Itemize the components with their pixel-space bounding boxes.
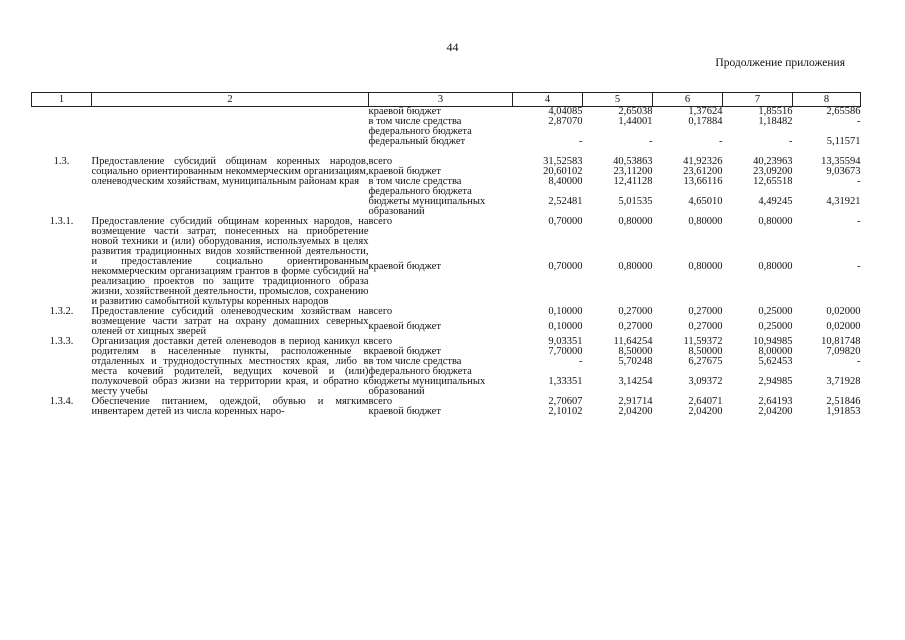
column-header: 6: [653, 93, 723, 107]
funding-source: краевой бюджет: [368, 106, 441, 117]
value-cell: 1,91853: [826, 406, 861, 417]
funding-source: федеральный бюджет: [368, 136, 466, 147]
column-header: 7: [723, 93, 793, 107]
funding-source: краевой бюджет: [368, 261, 441, 272]
continuation-label: Продолжение приложения: [715, 57, 845, 69]
value-cell: 0,80000: [758, 216, 793, 227]
value-cell: 0,27000: [618, 306, 653, 317]
funding-source: бюджеты муниципальных образований: [368, 376, 486, 397]
value-cell: 2,91714: [618, 396, 653, 407]
value-cell: 1,33351: [548, 376, 583, 387]
value-cell: 4,65010: [688, 196, 723, 207]
item-description: [92, 107, 369, 148]
value-cell: 7,09820: [826, 346, 861, 357]
column-header: 2: [92, 93, 369, 107]
value-cell: -: [789, 136, 793, 147]
value-cell: 0,10000: [548, 321, 583, 332]
column-header: 5: [583, 93, 653, 107]
funding-source: в том числе средства федерального бюджета: [368, 116, 472, 137]
value-cell: 2,64193: [758, 396, 793, 407]
value-cell: 0,80000: [618, 216, 653, 227]
value-cell: 3,71928: [826, 376, 861, 387]
value-cell: 8,50000: [688, 346, 723, 357]
value-cell: 0,17884: [688, 116, 723, 127]
value-cell: 1,85516: [758, 106, 793, 117]
value-cell: 5,01535: [618, 196, 653, 207]
value-cell: 41,92326: [683, 156, 723, 167]
funding-source: краевой бюджет: [368, 321, 441, 332]
value-cell: 2,64071: [688, 396, 723, 407]
value-cell: 0,02000: [826, 306, 861, 317]
value-cell: 0,70000: [548, 261, 583, 272]
value-cell: 3,09372: [688, 376, 723, 387]
funding-source: краевой бюджет: [368, 166, 441, 177]
value-cell: 2,52481: [548, 196, 583, 207]
item-description: Предоставление субсидий общинам коренных народов, социально ориентированным некоммерческим организациям, оленеводческим хозяйствам, муниципальным районам края: [91, 156, 369, 187]
value-cell: 0,80000: [688, 261, 723, 272]
funding-source: всего: [368, 336, 393, 347]
item-description: Обеспечение питанием, одеждой, обувью и мягким инвентарем детей из числа коренных наро-: [91, 396, 369, 417]
item-description: Предоставление субсидий общинам коренных народов, на возмещение части затрат, понесенных на приобретение новой техники и (или) оборудования, используемых в целях развития традиционных видов хозяйственной деятельности, и предоставление социально ориентированным некоммерческим организациям грантов в форме субсидий на реализацию проектов по защите традиционного образа жизни, хозяйственной деятельности, промыслов, сохранению и развитию самобытной культуры коренных народов: [91, 216, 369, 307]
item-number: 1.3.: [53, 156, 70, 167]
funding-source: всего: [368, 396, 393, 407]
column-header: 8: [793, 93, 861, 107]
item-number: [32, 107, 92, 148]
value-cell: -: [857, 356, 861, 367]
value-cell: 1,18482: [758, 116, 793, 127]
table-row: [32, 217, 861, 262]
value-cell: 12,65518: [753, 176, 793, 187]
value-cell: 20,60102: [543, 166, 583, 177]
value-cell: -: [857, 261, 861, 272]
value-cell: 0,27000: [618, 321, 653, 332]
value-cell: 40,23963: [753, 156, 793, 167]
value-cell: 0,80000: [758, 261, 793, 272]
table-row: [32, 337, 861, 347]
page-number: 44: [446, 40, 459, 54]
funding-source: бюджеты муниципальных образований: [368, 196, 486, 217]
value-cell: 2,70607: [548, 396, 583, 407]
value-cell: 23,09200: [753, 166, 793, 177]
value-cell: 5,70248: [618, 356, 653, 367]
value-cell: -: [649, 136, 653, 147]
value-cell: 11,59372: [683, 336, 723, 347]
value-cell: 4,04085: [548, 106, 583, 117]
column-header: 1: [32, 93, 92, 107]
funding-source: краевой бюджет: [368, 406, 441, 417]
value-cell: 0,80000: [618, 261, 653, 272]
value-cell: 2,04200: [688, 406, 723, 417]
value-cell: 8,00000: [758, 346, 793, 357]
value-cell: 8,50000: [618, 346, 653, 357]
item-description: Организация доставки детей оленеводов в период каникул к родителям в населенные пункты, расположенные в отдаленных и труднодоступных местностях края, либо в места кочевий родителей, ведущих кочевой и (или) полукочевой образ жизни на территории края, и обратно к месту учебы: [91, 336, 369, 397]
value-cell: 23,11200: [613, 166, 653, 177]
item-description: Предоставление субсидий оленеводческим хозяйствам на возмещение части затрат на охрану домашних северных оленей от хищных зверей: [91, 306, 369, 337]
value-cell: 2,65586: [826, 106, 861, 117]
value-cell: 4,49245: [758, 196, 793, 207]
value-cell: 0,80000: [688, 216, 723, 227]
item-number: 1.3.3.: [49, 336, 74, 347]
value-cell: -: [857, 176, 861, 187]
value-cell: 2,94985: [758, 376, 793, 387]
value-cell: -: [579, 356, 583, 367]
value-cell: 4,31921: [826, 196, 861, 207]
value-cell: 7,70000: [548, 346, 583, 357]
value-cell: 2,87070: [548, 116, 583, 127]
value-cell: 2,10102: [548, 406, 583, 417]
funding-source: в том числе средства федерального бюджета: [368, 176, 472, 197]
value-cell: 2,65038: [618, 106, 653, 117]
table-row: [32, 307, 861, 322]
value-cell: 0,10000: [548, 306, 583, 317]
value-cell: 0,70000: [548, 216, 583, 227]
funding-source: всего: [368, 216, 393, 227]
value-cell: 10,81748: [821, 336, 861, 347]
value-cell: 1,44001: [618, 116, 653, 127]
value-cell: 0,27000: [688, 306, 723, 317]
item-number: 1.3.4.: [49, 396, 74, 407]
column-header: 4: [513, 93, 583, 107]
value-cell: 0,27000: [688, 321, 723, 332]
column-header: 3: [369, 93, 513, 107]
table-body: [32, 107, 861, 418]
column-number-row: [32, 93, 861, 107]
value-cell: 2,04200: [758, 406, 793, 417]
value-cell: 40,53863: [613, 156, 653, 167]
value-cell: 2,04200: [618, 406, 653, 417]
funding-source: всего: [368, 306, 393, 317]
value-cell: 0,02000: [826, 321, 861, 332]
value-cell: 5,11571: [826, 136, 861, 147]
value-cell: 0,25000: [758, 306, 793, 317]
value-cell: 8,40000: [548, 176, 583, 187]
value-cell: 13,66116: [683, 176, 723, 187]
funding-source: всего: [368, 156, 393, 167]
value-cell: 3,14254: [618, 376, 653, 387]
table-row: [32, 157, 861, 167]
value-cell: 0,25000: [758, 321, 793, 332]
value-cell: 9,03673: [826, 166, 861, 177]
table-row: [32, 397, 861, 407]
value-cell: 12,41128: [613, 176, 653, 187]
funding-source: краевой бюджет: [368, 346, 441, 357]
value-cell: -: [579, 136, 583, 147]
value-cell: -: [857, 216, 861, 227]
value-cell: 2,51846: [826, 396, 861, 407]
value-cell: 6,27675: [688, 356, 723, 367]
value-cell: 31,52583: [543, 156, 583, 167]
item-number: 1.3.2.: [49, 306, 74, 317]
value-cell: 1,37624: [688, 106, 723, 117]
value-cell: 5,62453: [758, 356, 793, 367]
funding-source: в том числе средства федерального бюджета: [368, 356, 472, 377]
item-number: 1.3.1.: [49, 216, 74, 227]
value-cell: 23,61200: [683, 166, 723, 177]
value-cell: 13,35594: [821, 156, 861, 167]
value-cell: 9,03351: [548, 336, 583, 347]
value-cell: -: [857, 116, 861, 127]
budget-table: [31, 92, 861, 417]
value-cell: -: [719, 136, 723, 147]
value-cell: 11,64254: [613, 336, 653, 347]
value-cell: 10,94985: [753, 336, 793, 347]
